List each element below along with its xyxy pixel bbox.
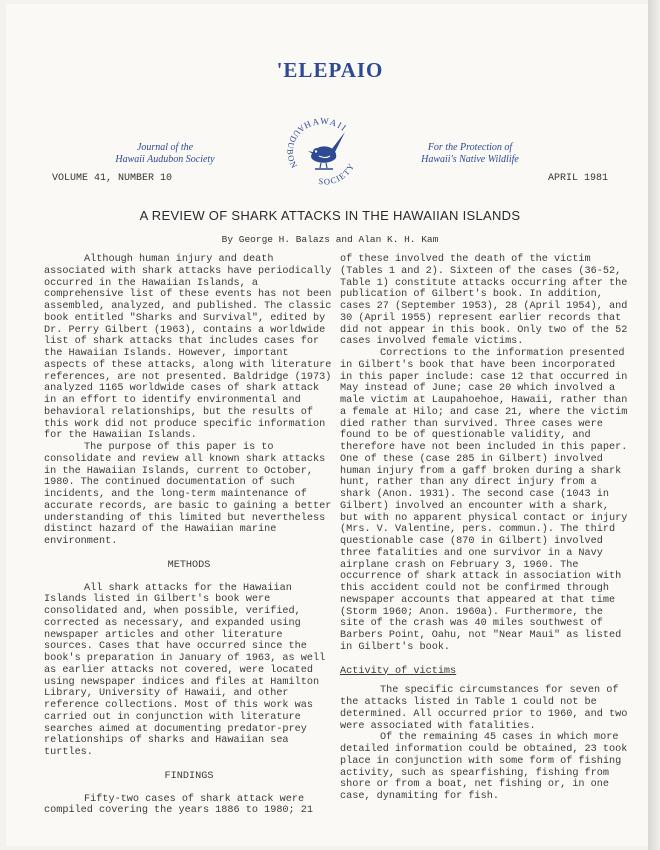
corrections-paragraph: Corrections to the information presented in Gilbert's book that have been incorporated in this paper include: case 12 that occurred in May instead of June; case 20 which involved a male victim at Laupahoehoe, Hawaii, rather than a female at Hilo; and case 21, where the victim died rather than survived. Three cases were found to be of questionable validity, and therefore have not been included in this paper. One of these (case 285 in Gilbert) involved human injury from a gaff broken during a shark hunt, rather than any direct injury from a shark (Anon. 1931). The second case (1043 in Gilbert) involved an encounter with a shark, but with no apparent physical contact or injury (Mrs. V. Valentine, pers. commun.). The third questionable case (870 in Gilbert) involved three fatalities and one survivor in a Navy airplane crash on February 3, 1960. The occurrence of shark attack in association with this accident could not be confirmed through newspaper accounts that appeared at that time (Storm 1960; Anon. 1960a). Furthermore, the site of the crash was 40 miles southwest of Barbers Point, Oahu, not "Near Maui" as listed in Gilbert's book. [340, 348, 628, 653]
seal-bottom-text: SOCIETY [318, 160, 357, 187]
activity-paragraph-2: Of the remaining 45 cases in which more detailed information could be obtained, 23 took place in conjunction with some form of fishing activity, such as spearfishing, fishing from shore or from a boat, net fishing or, in one case, dynamiting for fish. [340, 732, 628, 802]
activity-paragraph-1: The specific circumstances for seven of the attacks listed in Table 1 could not be determined. All occurred prior to 1960, and two were associated with fatalities. [340, 685, 628, 732]
intro-paragraph-2: The purpose of this paper is to consolidate and review all known shark attacks in the Hawaiian Islands, current to October, 1980. The continued documentation of such incidents, and the long-term maintenance of accurate records, are basic to gaining a better understanding of this limited but nevertheless distinct hazard of the Hawaiian marine environment. [44, 442, 332, 547]
intro-paragraph-1: Although human injury and death associated with shark attacks have periodically occurred in the Hawaiian Islands, a comprehensive list of these events has not been assembled, analyzed, and published. The classic book entitled "Sharks and Survival", edited by Dr. Perry Gilbert (1963), contains a worldwide list of shark attacks that includes cases for the Hawaiian Islands. However, important aspects of these attacks, along with literature references, are not presented. Baldridge (1973) analyzed 1165 worldwide cases of shark attack in an effort to identify environmental and behavioral relationships, but the results of this work did not produce specific information for the Hawaiian Islands. [44, 254, 332, 442]
volume-number: VOLUME 41, NUMBER 10 [52, 173, 173, 184]
left-column [44, 254, 334, 817]
right-column [340, 254, 630, 803]
activity-heading: Activity of victims [340, 665, 457, 677]
journal-caption [110, 142, 220, 166]
findings-paragraph: Fifty-two cases of shark attack were compiled covering the years 1886 to 1980; 21 [44, 793, 313, 817]
svg-text:AUDUBON [285, 123, 307, 171]
methods-heading: METHODS [167, 559, 211, 571]
journal-line-1: Journal of the [136, 142, 194, 153]
protection-caption [400, 142, 540, 166]
seal-left-text: AUDUBON [285, 122, 307, 171]
svg-text:SOCIETY [318, 161, 356, 187]
journal-line-2: Hawaii Audubon Society [115, 154, 215, 165]
page-edge [648, 0, 660, 850]
methods-paragraph: All shark attacks for the Hawaiian Islands listed in Gilbert's book were consolidated and, when possible, verified, corrected as necessary, and expanded using newspaper articles and other literature sources. Cases that have occurred since the book's preparation in January of 1963, as well as earlier attacks not covered, were located using newspaper indices and files at Hamilton Library, University of Hawaii, and other reference collections. Most of this work was carried out in conjunction with literature searches aimed at documenting predator-prey relationships of sharks and Hawaiian sea turtles. [44, 582, 326, 758]
seal-top-text: HAWAII [302, 115, 350, 134]
article-title: A REVIEW OF SHARK ATTACKS IN THE HAWAIIAN ISLANDS [139, 208, 521, 223]
findings-paragraph-continued: of these involved the death of the victim (Tables 1 and 2). Sixteen of the cases (36-52, Table 1) constitute attacks occurring after the publication of Gilbert's book. In addition, cases 27 (September 1953), 28 (April 1954), and 30 (April 1955) represent earlier records that did not appear in this book. Only two of the 52 cases involved female victims. [340, 254, 628, 348]
protection-line-2: Hawaii's Native Wildlife [421, 154, 519, 165]
findings-heading: FINDINGS [164, 770, 214, 782]
audubon-seal-icon [273, 110, 373, 190]
masthead-title: 'ELEPAIO [276, 58, 384, 82]
issue-date: APRIL 1981 [548, 173, 609, 184]
svg-text:HAWAII [302, 116, 349, 134]
protection-line-1: For the Protection of [427, 142, 513, 153]
article-authors: By George H. Balazs and Alan K. H. Kam [221, 234, 439, 245]
